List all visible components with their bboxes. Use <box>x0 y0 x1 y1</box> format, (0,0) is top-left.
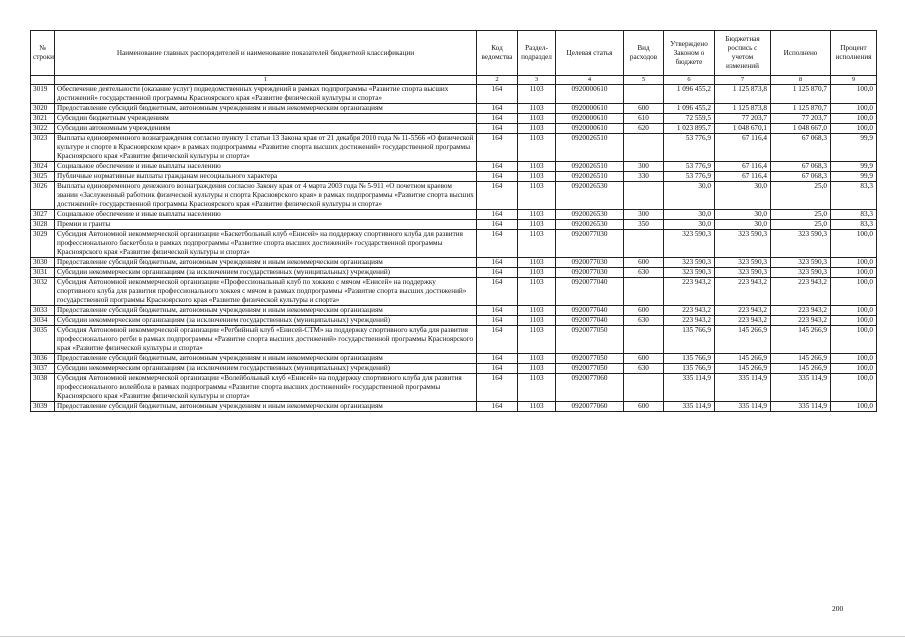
expense-type-cell: 600 <box>624 104 664 114</box>
budget-schedule-cell: 335 114,9 <box>715 374 771 402</box>
approved-amount-cell: 223 943,2 <box>664 306 715 316</box>
indicator-name-cell: Субсидии некоммерческим организациям (за исключением государственных (муниципальных) учреждений) <box>55 316 477 326</box>
department-code-cell: 164 <box>477 104 518 114</box>
table-row <box>31 114 877 124</box>
row-number-cell: 3022 <box>31 124 55 134</box>
column-number <box>31 76 55 85</box>
approved-amount-cell: 335 114,9 <box>664 402 715 412</box>
approved-amount-cell: 323 590,3 <box>664 258 715 268</box>
expense-type-cell: 610 <box>624 114 664 124</box>
row-number-cell: 3025 <box>31 172 55 182</box>
indicator-name-cell: Выплаты единовременного денежного вознаграждения согласно Закону края от 4 марта 2003 года № 5-911 «О почетном краевом звании «Заслуженный работник физической культуры и спорта Красноярского края» в рамках подпрограммы «Развитие спорта высших достижений» государственной программы Красноярского края «Развитие физической культуры и спорта» <box>55 182 477 210</box>
approved-amount-cell: 135 766,9 <box>664 326 715 354</box>
section-code-cell: 1103 <box>518 114 556 124</box>
approved-amount-cell: 30,0 <box>664 182 715 210</box>
indicator-name-cell: Выплаты единовременного вознаграждения согласно пункту 1 статьи 13 Закона края от 21 декабря 2010 года № 11-5566 «О физической культуре и спорте в Красноярском крае» в рамках подпрограммы «Развитие спорта высших достижений» государственной программы Красноярского края «Развитие физической культуры и спорта» <box>55 134 477 162</box>
section-code-cell: 1103 <box>518 85 556 104</box>
target-article-cell: 0920000610 <box>556 114 624 124</box>
executed-amount-cell: 223 943,2 <box>771 278 831 306</box>
execution-percent-cell: 100,0 <box>831 278 877 306</box>
indicator-name-cell: Субсидия Автономной некоммерческой организации «Баскетбольный клуб «Енисей» на поддержку спортивного клуба для развития профессионального баскетбола в рамках подпрограммы «Развитие спорта высших достижений» государственной программы Красноярского края «Развитие физической культуры и спорта» <box>55 230 477 258</box>
budget-schedule-cell: 30,0 <box>715 210 771 220</box>
section-code-cell: 1103 <box>518 104 556 114</box>
executed-amount-cell: 67 068,3 <box>771 134 831 162</box>
section-code-cell: 1103 <box>518 182 556 210</box>
target-article-cell: 0920077030 <box>556 268 624 278</box>
approved-amount-cell: 30,0 <box>664 220 715 230</box>
section-code-cell: 1103 <box>518 326 556 354</box>
section-code-cell: 1103 <box>518 124 556 134</box>
approved-amount-cell: 53 776,9 <box>664 134 715 162</box>
expense-type-cell: 300 <box>624 210 664 220</box>
column-number: 3 <box>518 76 556 85</box>
expense-type-cell <box>624 182 664 210</box>
expense-type-cell <box>624 374 664 402</box>
execution-percent-cell: 100,0 <box>831 114 877 124</box>
table-row <box>31 306 877 316</box>
approved-amount-cell: 1 096 455,2 <box>664 85 715 104</box>
table-row <box>31 258 877 268</box>
row-number-cell: 3037 <box>31 364 55 374</box>
section-code-cell: 1103 <box>518 172 556 182</box>
approved-amount-cell: 1 096 455,2 <box>664 104 715 114</box>
indicator-name-cell: Субсидия Автономной некоммерческой организации «Волейбольный клуб «Енисей» на поддержку спортивного клуба для развития профессионального волейбола в рамках подпрограммы «Развитие спорта высших достижений» государственной программы Красноярского края «Развитие физической культуры и спорта» <box>55 374 477 402</box>
executed-amount-cell: 25,0 <box>771 220 831 230</box>
table-row <box>31 124 877 134</box>
row-number-cell: 3038 <box>31 374 55 402</box>
expense-type-cell: 600 <box>624 258 664 268</box>
target-article-cell: 0920026510 <box>556 162 624 172</box>
target-article-cell: 0920077050 <box>556 326 624 354</box>
executed-amount-cell: 323 590,3 <box>771 258 831 268</box>
target-article-cell: 0920026510 <box>556 172 624 182</box>
table-row <box>31 354 877 364</box>
indicator-name-cell: Предоставление субсидий бюджетным, автономным учреждениям и иным некоммерческим организациям <box>55 104 477 114</box>
executed-amount-cell: 145 266,9 <box>771 326 831 354</box>
table-row <box>31 326 877 354</box>
indicator-name-cell: Публичные нормативные выплаты гражданам несоциального характера <box>55 172 477 182</box>
row-number-cell: 3036 <box>31 354 55 364</box>
department-code-cell: 164 <box>477 230 518 258</box>
indicator-name-cell: Предоставление субсидий бюджетным, автономным учреждениям и иным некоммерческим организациям <box>55 258 477 268</box>
column-number: 5 <box>624 76 664 85</box>
table-row <box>31 316 877 326</box>
indicator-name-cell: Предоставление субсидий бюджетным, автономным учреждениям и иным некоммерческим организациям <box>55 402 477 412</box>
executed-amount-cell: 145 266,9 <box>771 364 831 374</box>
row-number-cell: 3028 <box>31 220 55 230</box>
execution-percent-cell: 100,0 <box>831 258 877 268</box>
executed-amount-cell: 335 114,9 <box>771 374 831 402</box>
approved-amount-cell: 323 590,3 <box>664 230 715 258</box>
budget-schedule-cell: 1 125 873,8 <box>715 85 771 104</box>
indicator-name-cell: Предоставление субсидий бюджетным, автономным учреждениям и иным некоммерческим организациям <box>55 354 477 364</box>
section-code-cell: 1103 <box>518 364 556 374</box>
department-code-cell: 164 <box>477 402 518 412</box>
column-number: 6 <box>664 76 715 85</box>
expense-type-cell: 600 <box>624 354 664 364</box>
target-article-cell: 0920026510 <box>556 134 624 162</box>
column-header: Наименование главных распорядителей и наименование показателей бюджетной классификации <box>55 31 477 76</box>
section-code-cell: 1103 <box>518 210 556 220</box>
indicator-name-cell: Субсидии некоммерческим организациям (за исключением государственных (муниципальных) учреждений) <box>55 268 477 278</box>
department-code-cell: 164 <box>477 162 518 172</box>
department-code-cell: 164 <box>477 374 518 402</box>
row-number-cell: 3026 <box>31 182 55 210</box>
budget-schedule-cell: 67 116,4 <box>715 172 771 182</box>
budget-schedule-cell: 1 048 670,1 <box>715 124 771 134</box>
department-code-cell: 164 <box>477 85 518 104</box>
budget-schedule-cell: 67 116,4 <box>715 134 771 162</box>
execution-percent-cell: 100,0 <box>831 364 877 374</box>
executed-amount-cell: 223 943,2 <box>771 306 831 316</box>
department-code-cell: 164 <box>477 326 518 354</box>
row-number-cell: 3032 <box>31 278 55 306</box>
column-header: Целевая статья <box>556 31 624 76</box>
executed-amount-cell: 25,0 <box>771 182 831 210</box>
row-number-cell: 3034 <box>31 316 55 326</box>
table-row <box>31 402 877 412</box>
department-code-cell: 164 <box>477 316 518 326</box>
target-article-cell: 0920077050 <box>556 354 624 364</box>
column-header: Раздел-подраздел <box>518 31 556 76</box>
row-number-cell: 3024 <box>31 162 55 172</box>
execution-percent-cell: 100,0 <box>831 85 877 104</box>
table-header-row <box>31 31 877 76</box>
target-article-cell: 0920000610 <box>556 85 624 104</box>
indicator-name-cell: Обеспечение деятельности (оказание услуг) подведомственных учреждений в рамках подпрограммы «Развитие спорта высших достижений» государственной программы Красноярского края «Развитие физической культуры и спорта» <box>55 85 477 104</box>
execution-percent-cell: 83,3 <box>831 220 877 230</box>
table-row <box>31 374 877 402</box>
expense-type-cell <box>624 326 664 354</box>
table-row <box>31 220 877 230</box>
table-row <box>31 278 877 306</box>
execution-percent-cell: 100,0 <box>831 326 877 354</box>
target-article-cell: 0920077030 <box>556 258 624 268</box>
approved-amount-cell: 335 114,9 <box>664 374 715 402</box>
target-article-cell: 0920077040 <box>556 316 624 326</box>
budget-schedule-cell: 67 116,4 <box>715 162 771 172</box>
target-article-cell: 0920077060 <box>556 374 624 402</box>
row-number-cell: 3029 <box>31 230 55 258</box>
table-row <box>31 364 877 374</box>
approved-amount-cell: 53 776,9 <box>664 162 715 172</box>
section-code-cell: 1103 <box>518 220 556 230</box>
budget-table-sheet <box>30 30 876 412</box>
expense-type-cell <box>624 230 664 258</box>
execution-percent-cell: 100,0 <box>831 402 877 412</box>
expense-type-cell: 600 <box>624 306 664 316</box>
column-number: 7 <box>715 76 771 85</box>
budget-schedule-cell: 335 114,9 <box>715 402 771 412</box>
indicator-name-cell: Социальное обеспечение и иные выплаты населению <box>55 162 477 172</box>
row-number-cell: 3030 <box>31 258 55 268</box>
indicator-name-cell: Социальное обеспечение и иные выплаты населению <box>55 210 477 220</box>
department-code-cell: 164 <box>477 278 518 306</box>
budget-schedule-cell: 145 266,9 <box>715 326 771 354</box>
expense-type-cell: 620 <box>624 124 664 134</box>
scan-edge-line <box>0 636 905 637</box>
column-number: 9 <box>831 76 877 85</box>
target-article-cell: 0920077050 <box>556 364 624 374</box>
executed-amount-cell: 145 266,9 <box>771 354 831 364</box>
column-header: Вид расходов <box>624 31 664 76</box>
expense-type-cell: 600 <box>624 402 664 412</box>
indicator-name-cell: Предоставление субсидий бюджетным, автономным учреждениям и иным некоммерческим организациям <box>55 306 477 316</box>
budget-schedule-cell: 77 203,7 <box>715 114 771 124</box>
budget-schedule-cell: 223 943,2 <box>715 316 771 326</box>
table-row <box>31 162 877 172</box>
row-number-cell: 3020 <box>31 104 55 114</box>
approved-amount-cell: 135 766,9 <box>664 354 715 364</box>
column-number: 1 <box>55 76 477 85</box>
column-header: № строки <box>31 31 55 76</box>
section-code-cell: 1103 <box>518 268 556 278</box>
department-code-cell: 164 <box>477 268 518 278</box>
execution-percent-cell: 100,0 <box>831 104 877 114</box>
section-code-cell: 1103 <box>518 402 556 412</box>
target-article-cell: 0920026530 <box>556 210 624 220</box>
expense-type-cell: 330 <box>624 172 664 182</box>
budget-schedule-cell: 1 125 873,8 <box>715 104 771 114</box>
indicator-name-cell: Премии и гранты <box>55 220 477 230</box>
budget-schedule-cell: 323 590,3 <box>715 230 771 258</box>
table-row <box>31 134 877 162</box>
expense-type-cell: 630 <box>624 364 664 374</box>
table-row <box>31 85 877 104</box>
target-article-cell: 0920026530 <box>556 182 624 210</box>
section-code-cell: 1103 <box>518 230 556 258</box>
approved-amount-cell: 223 943,2 <box>664 316 715 326</box>
indicator-name-cell: Субсидии автономным учреждениям <box>55 124 477 134</box>
department-code-cell: 164 <box>477 306 518 316</box>
executed-amount-cell: 77 203,7 <box>771 114 831 124</box>
execution-percent-cell: 100,0 <box>831 316 877 326</box>
expense-type-cell: 300 <box>624 162 664 172</box>
budget-schedule-cell: 145 266,9 <box>715 354 771 364</box>
indicator-name-cell: Субсидии бюджетным учреждениям <box>55 114 477 124</box>
indicator-name-cell: Субсидия Автономной некоммерческой организации «Регбийный клуб «Енисей-СТМ» на поддержку спортивного клуба для развития профессионального регби в рамках подпрограммы «Развитие спорта высших достижений» государственной программы Красноярского края «Развитие физической культуры и спорта» <box>55 326 477 354</box>
department-code-cell: 164 <box>477 354 518 364</box>
department-code-cell: 164 <box>477 182 518 210</box>
section-code-cell: 1103 <box>518 134 556 162</box>
target-article-cell: 0920000610 <box>556 104 624 114</box>
execution-percent-cell: 99,9 <box>831 172 877 182</box>
indicator-name-cell: Субсидия Автономной некоммерческой организации «Профессиональный клуб по хоккею с мячом «Енисей» на поддержку спортивного клуба для развития профессионального хоккея с мячом в рамках подпрограммы «Развитие спорта высших достижений» государственной программы Красноярского края «Развитие физической культуры и спорта» <box>55 278 477 306</box>
executed-amount-cell: 1 125 870,7 <box>771 85 831 104</box>
executed-amount-cell: 67 068,3 <box>771 162 831 172</box>
table-row <box>31 182 877 210</box>
column-header: Исполнено <box>771 31 831 76</box>
execution-percent-cell: 100,0 <box>831 230 877 258</box>
target-article-cell: 0920077030 <box>556 230 624 258</box>
column-header: Бюджетная роспись с учетом изменений <box>715 31 771 76</box>
executed-amount-cell: 223 943,2 <box>771 316 831 326</box>
department-code-cell: 164 <box>477 220 518 230</box>
section-code-cell: 1103 <box>518 278 556 306</box>
department-code-cell: 164 <box>477 134 518 162</box>
department-code-cell: 164 <box>477 258 518 268</box>
column-number: 2 <box>477 76 518 85</box>
section-code-cell: 1103 <box>518 374 556 402</box>
expense-type-cell <box>624 278 664 306</box>
approved-amount-cell: 223 943,2 <box>664 278 715 306</box>
table-row <box>31 230 877 258</box>
department-code-cell: 164 <box>477 124 518 134</box>
target-article-cell: 0920077060 <box>556 402 624 412</box>
executed-amount-cell: 1 125 870,7 <box>771 104 831 114</box>
approved-amount-cell: 72 559,5 <box>664 114 715 124</box>
expense-type-cell: 350 <box>624 220 664 230</box>
row-number-cell: 3035 <box>31 326 55 354</box>
column-number: 4 <box>556 76 624 85</box>
row-number-cell: 3039 <box>31 402 55 412</box>
budget-schedule-cell: 323 590,3 <box>715 258 771 268</box>
executed-amount-cell: 335 114,9 <box>771 402 831 412</box>
row-number-cell: 3023 <box>31 134 55 162</box>
column-number: 8 <box>771 76 831 85</box>
department-code-cell: 164 <box>477 172 518 182</box>
department-code-cell: 164 <box>477 114 518 124</box>
executed-amount-cell: 67 068,3 <box>771 172 831 182</box>
execution-percent-cell: 100,0 <box>831 306 877 316</box>
executed-amount-cell: 323 590,3 <box>771 230 831 258</box>
row-number-cell: 3027 <box>31 210 55 220</box>
execution-percent-cell: 100,0 <box>831 124 877 134</box>
section-code-cell: 1103 <box>518 258 556 268</box>
executed-amount-cell: 1 048 667,0 <box>771 124 831 134</box>
expense-type-cell: 630 <box>624 316 664 326</box>
column-header: Утверждено Законом о бюджете <box>664 31 715 76</box>
budget-schedule-cell: 223 943,2 <box>715 306 771 316</box>
target-article-cell: 0920026530 <box>556 220 624 230</box>
table-row <box>31 268 877 278</box>
section-code-cell: 1103 <box>518 354 556 364</box>
column-number-row <box>31 76 877 85</box>
column-header: Код ведомства <box>477 31 518 76</box>
department-code-cell: 164 <box>477 210 518 220</box>
execution-percent-cell: 100,0 <box>831 354 877 364</box>
row-number-cell: 3021 <box>31 114 55 124</box>
execution-percent-cell: 99,9 <box>831 134 877 162</box>
column-header: Процент исполнения <box>831 31 877 76</box>
budget-table <box>30 30 877 412</box>
executed-amount-cell: 323 590,3 <box>771 268 831 278</box>
section-code-cell: 1103 <box>518 316 556 326</box>
table-row <box>31 104 877 114</box>
budget-schedule-cell: 145 266,9 <box>715 364 771 374</box>
approved-amount-cell: 30,0 <box>664 210 715 220</box>
section-code-cell: 1103 <box>518 162 556 172</box>
approved-amount-cell: 53 776,9 <box>664 172 715 182</box>
row-number-cell: 3033 <box>31 306 55 316</box>
page-number: 200 <box>832 604 844 613</box>
approved-amount-cell: 135 766,9 <box>664 364 715 374</box>
budget-schedule-cell: 223 943,2 <box>715 278 771 306</box>
target-article-cell: 0920077040 <box>556 306 624 316</box>
row-number-cell: 3019 <box>31 85 55 104</box>
table-row <box>31 210 877 220</box>
executed-amount-cell: 25,0 <box>771 210 831 220</box>
execution-percent-cell: 83,3 <box>831 182 877 210</box>
department-code-cell: 164 <box>477 364 518 374</box>
table-row <box>31 172 877 182</box>
target-article-cell: 0920000610 <box>556 124 624 134</box>
budget-schedule-cell: 323 590,3 <box>715 268 771 278</box>
expense-type-cell <box>624 85 664 104</box>
target-article-cell: 0920077040 <box>556 278 624 306</box>
indicator-name-cell: Субсидии некоммерческим организациям (за исключением государственных (муниципальных) учреждений) <box>55 364 477 374</box>
expense-type-cell: 630 <box>624 268 664 278</box>
budget-schedule-cell: 30,0 <box>715 182 771 210</box>
table-body <box>31 85 877 412</box>
row-number-cell: 3031 <box>31 268 55 278</box>
budget-schedule-cell: 30,0 <box>715 220 771 230</box>
section-code-cell: 1103 <box>518 306 556 316</box>
approved-amount-cell: 1 023 895,7 <box>664 124 715 134</box>
execution-percent-cell: 99,9 <box>831 162 877 172</box>
execution-percent-cell: 100,0 <box>831 268 877 278</box>
execution-percent-cell: 83,3 <box>831 210 877 220</box>
execution-percent-cell: 100,0 <box>831 374 877 402</box>
approved-amount-cell: 323 590,3 <box>664 268 715 278</box>
expense-type-cell <box>624 134 664 162</box>
